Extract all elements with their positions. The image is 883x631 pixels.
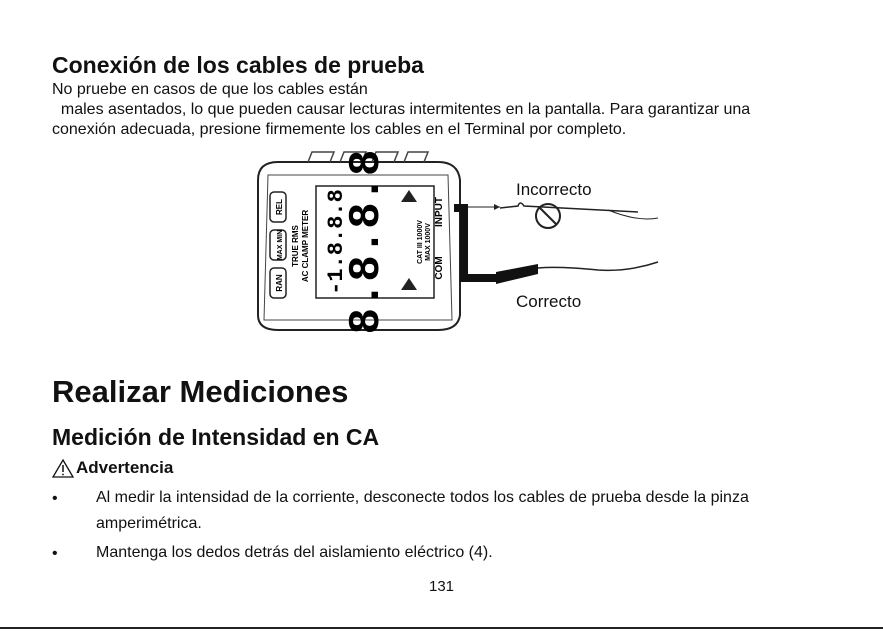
rel-label: REL — [275, 199, 284, 215]
lcd-small-digits: -1.8.8.8 — [324, 189, 349, 295]
max-min-label: MAX MIN — [277, 229, 284, 261]
clamp-meter-illustration — [238, 150, 678, 335]
test-lead-connection-figure — [238, 150, 678, 335]
label-incorrect: Incorrecto — [516, 180, 592, 199]
input-label: INPUT — [434, 197, 445, 227]
paragraph-line-3: conexión adecuada, presione firmemente los cables en el Terminal por completo. — [52, 121, 627, 138]
brand-clamp-meter: AC CLAMP METER — [301, 209, 310, 283]
warning-triangle-icon — [52, 459, 74, 478]
page-number: 131 — [428, 578, 455, 595]
bullet-item: Al medir la intensidad de la corriente, desconecte todos los cables de prueba desde la pinza amperimétrica. — [96, 489, 749, 532]
max-rating: MAX 1000V — [425, 223, 432, 261]
label-correct: Correcto — [516, 292, 582, 311]
paragraph-line-2: males asentados, lo que pueden causar lecturas intermitentes en la pantalla. Para garantizar una — [52, 101, 751, 118]
brand-true-rms: TRUE RMS — [291, 225, 300, 267]
paragraph-line-1: No pruebe en casos de que los cables están — [52, 81, 368, 98]
footer-rule — [0, 627, 883, 629]
warning-heading — [52, 458, 173, 478]
section-title-measurements: Realizar Mediciones — [52, 374, 349, 409]
lcd-big-digits: 8.8.8.8 — [342, 150, 392, 335]
bullet-marker: • — [52, 545, 58, 562]
incorrect-probe — [500, 203, 638, 212]
subsection-title-ac-current: Medición de Intensidad en CA — [52, 424, 380, 450]
bullet-item: Mantenga los dedos detrás del aislamiento eléctrico (4). — [96, 544, 493, 561]
warning-label: Advertencia — [76, 458, 174, 477]
ran-label: RAN — [275, 274, 284, 292]
com-label: COM — [434, 256, 445, 280]
cat-rating: CAT III 1000V — [417, 220, 424, 264]
correct-probe — [454, 208, 504, 278]
bullet-marker: • — [52, 490, 58, 507]
section-title-test-leads: Conexión de los cables de prueba — [52, 52, 424, 78]
